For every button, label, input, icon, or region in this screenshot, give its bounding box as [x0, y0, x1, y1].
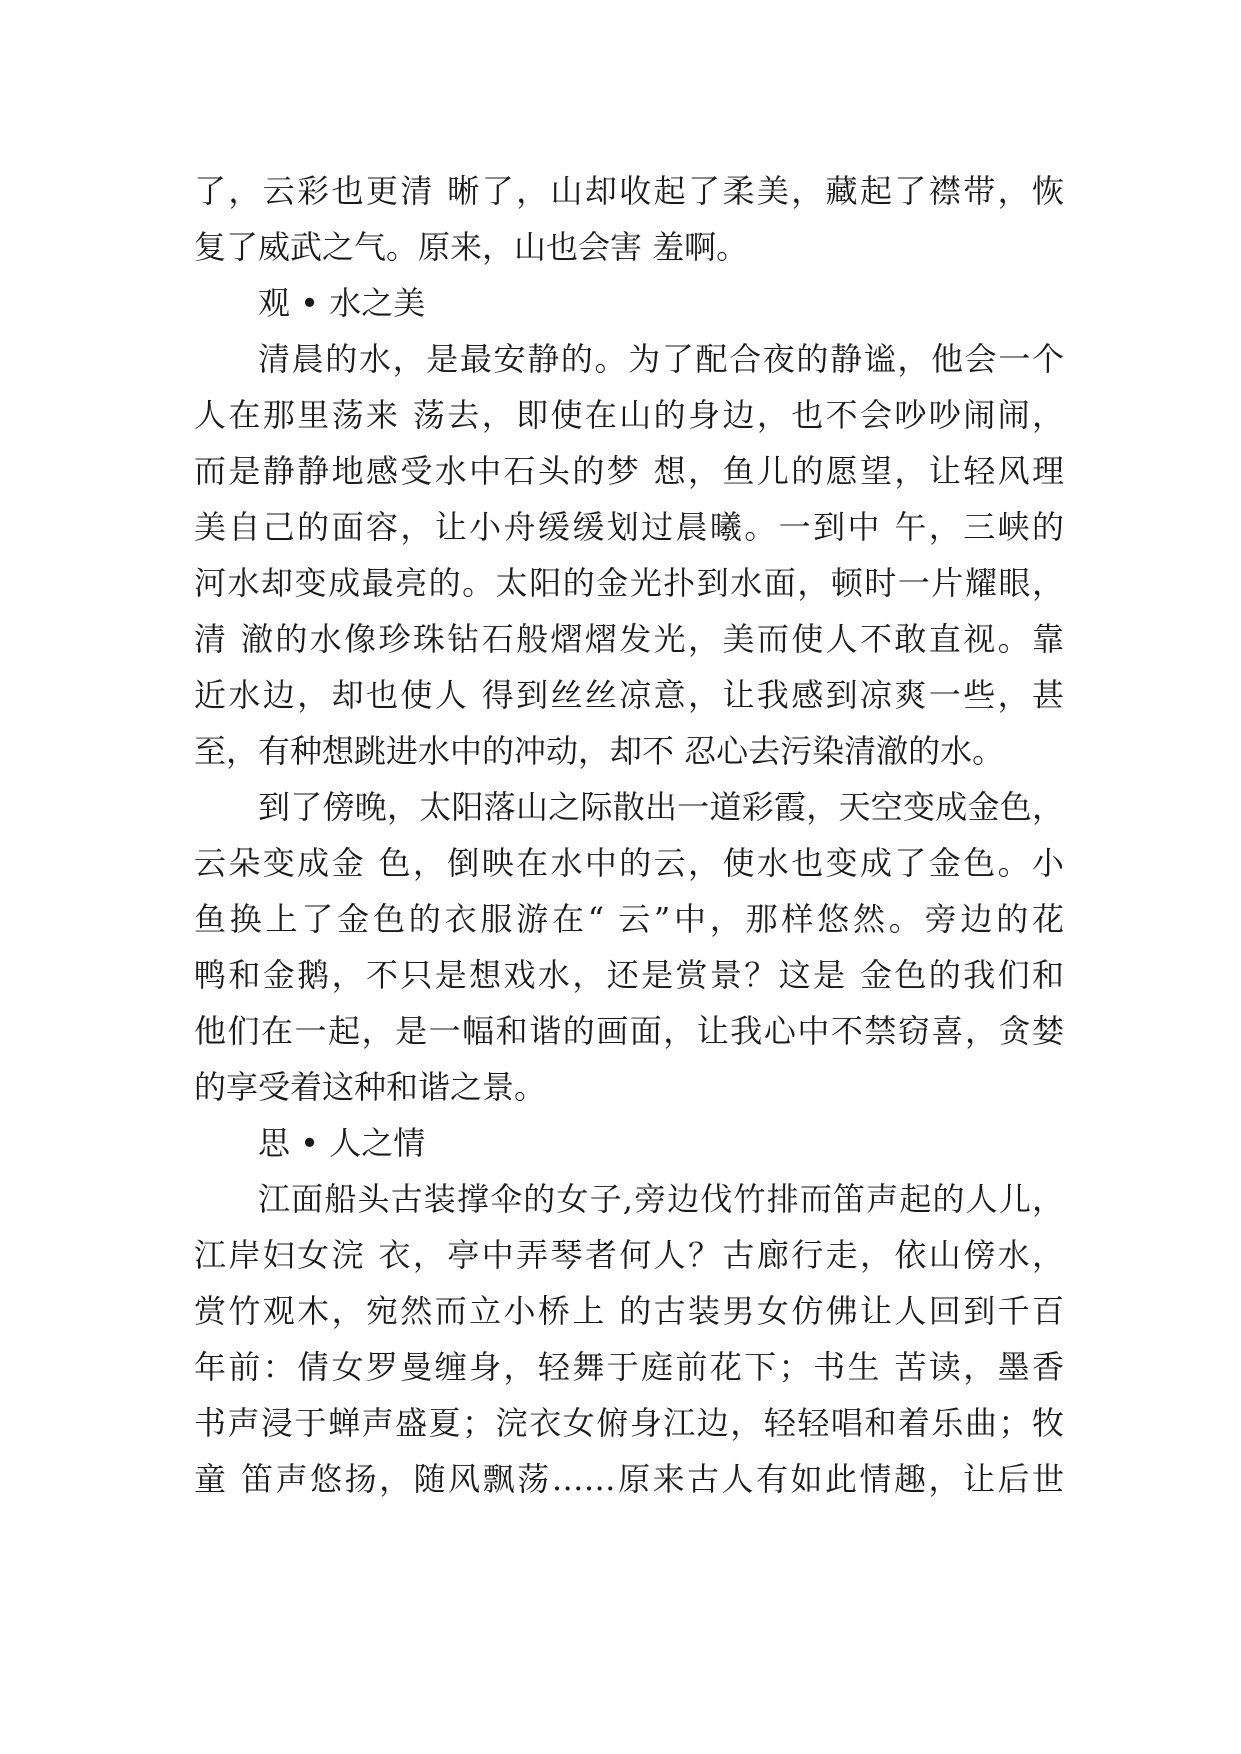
- text-line: 河水却变成最亮的。太阳的金光扑到水面，顿时一片耀眼，: [194, 564, 1064, 602]
- document-body: [194, 163, 1064, 1507]
- text-line: 观 • 水之美: [258, 284, 426, 322]
- text-line: 清晨的水，是最安静的。为了配合夜的静谧，他会一个: [258, 340, 1064, 378]
- text-line: 人在那里荡来 荡去，即使在山的身边，也不会吵吵闹闹，: [194, 396, 1064, 434]
- text-line: 的享受着这种和谐之景。: [194, 1068, 547, 1106]
- text-line: 年前：倩女罗曼缠身，轻舞于庭前花下；书生 苦读，墨香: [194, 1348, 1064, 1386]
- text-line: 复了威武之气。原来，山也会害 羞啊。: [194, 228, 749, 266]
- text-line: 云朵变成金 色，倒映在水中的云，使水也变成了金色。小: [194, 844, 1064, 882]
- text-line: 赏竹观木，宛然而立小桥上 的古装男女仿佛让人回到千百: [194, 1292, 1064, 1330]
- text-line: 江岸妇女浣 衣，亭中弄琴者何人？古廊行走，依山傍水，: [194, 1236, 1064, 1274]
- text-line: 鸭和金鹅，不只是想戏水，还是赏景？这是 金色的我们和: [194, 956, 1064, 994]
- text-line: 思 • 人之情: [258, 1124, 426, 1162]
- text-line: 近水边，却也使人 得到丝丝凉意，让我感到凉爽一些，甚: [194, 676, 1064, 714]
- text-line: 江面船头古装撑伞的女子,旁边伐竹排而笛声起的人儿，: [258, 1180, 1064, 1218]
- text-line: 书声浸于蝉声盛夏；浣衣女俯身江边，轻轻唱和着乐曲；牧: [194, 1404, 1064, 1442]
- text-line: 美自己的面容，让小舟缓缓划过晨曦。一到中 午，三峡的: [194, 508, 1064, 546]
- text-line: 他们在一起，是一幅和谐的画面，让我心中不禁窃喜，贪婪: [194, 1012, 1064, 1050]
- text-line: 至，有种想跳进水中的冲动，却不 忍心去污染清澈的水。: [194, 732, 1005, 770]
- text-line: 童 笛声悠扬，随风飘荡……原来古人有如此情趣，让后世: [194, 1460, 1064, 1498]
- text-line: 了，云彩也更清 晰了，山却收起了柔美，藏起了襟带，恢: [194, 172, 1064, 210]
- text-line: 清 澈的水像珍珠钻石般熠熠发光，美而使人不敢直视。靠: [194, 620, 1064, 658]
- text-line: 而是静静地感受水中石头的梦 想，鱼儿的愿望，让轻风理: [194, 452, 1064, 490]
- text-line: 到了傍晚，太阳落山之际散出一道彩霞，天空变成金色，: [258, 788, 1064, 826]
- text-line: 鱼换上了金色的衣服游在“ 云”中，那样悠然。旁边的花: [194, 900, 1064, 938]
